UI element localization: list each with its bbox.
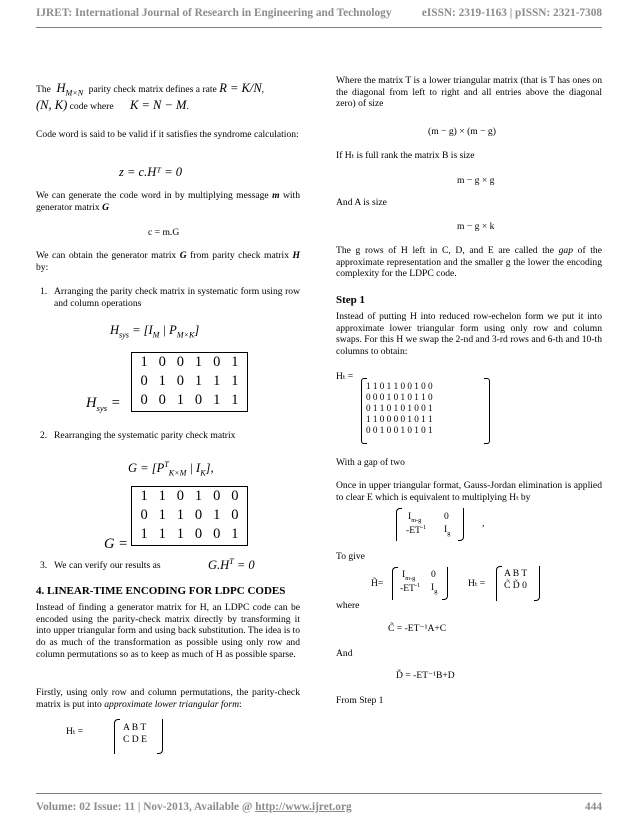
mult-r2c1: $-ET^{-1}$ [406, 524, 427, 537]
header-rule [36, 27, 602, 28]
dtilde-equation: D̃ = -ET⁻¹B+D [396, 670, 455, 681]
hsys-matrix-cell: 0 [176, 353, 185, 370]
ht-row-1: A B T [123, 722, 147, 733]
g-matrix-cell: 1 [213, 506, 221, 523]
ht-full-bracket-right [484, 378, 490, 444]
step-1-heading: Step 1 [336, 294, 366, 306]
item-2-number: 2. [40, 430, 48, 441]
hsys-matrix [131, 352, 248, 412]
ht2-bracket-left [496, 566, 502, 601]
rate-formula: R = K/N [219, 81, 262, 95]
triangular-paragraph: Where the matrix T is a lower triangular matrix (that is T has ones on the diagonal from left to right and all entries above the diagonal zero) of size [336, 75, 602, 110]
journal-link[interactable]: http://www.ijret.org [255, 801, 352, 813]
ht-full-row: 1 1 0 1 1 0 0 1 0 0 [366, 381, 433, 391]
g-matrix-cell: 1 [158, 525, 166, 542]
generator-paragraph: We can obtain the generator matrix G from parity check matrix H by: [36, 250, 300, 273]
syndrome-equation: z = c.Hᵀ = 0 [119, 165, 183, 179]
hbar-bracket-right [442, 567, 448, 600]
g-label: G = [104, 536, 128, 552]
g-matrix-cell: 0 [213, 525, 221, 542]
to-give-text: To give [336, 551, 365, 562]
journal-issn: eISSN: 2319-1163 | pISSN: 2321-7308 [421, 7, 602, 19]
rate-paragraph-line2: (N, K) code where K = N − M. [36, 98, 189, 112]
gap-paragraph: The g rows of H left in C, D, and E are called the gap of the approximate representation and the smaller g the lower the encoding complexity for the LDPC code. [336, 245, 602, 280]
g-matrix-cell: 0 [140, 506, 148, 523]
verify-equation: $G.H^T = 0$ [208, 557, 255, 573]
g-matrix-cell: 0 [213, 487, 221, 504]
hsys-matrix-cell: 0 [140, 391, 148, 408]
mult-r1c2: 0 [444, 511, 449, 522]
ht-full-row: 0 0 0 1 0 1 0 1 1 0 [366, 392, 433, 402]
ht2-row-2: C̃ D̃ 0 [504, 580, 527, 591]
size-t: (m − g) × (m − g) [428, 126, 496, 137]
hbar-label: H̃= [371, 578, 384, 589]
hsys-matrix-cell: 0 [158, 353, 166, 370]
syndrome-paragraph: Code word is said to be valid if it satisfies the syndrome calculation: [36, 129, 299, 140]
hsys-matrix-row [135, 353, 244, 372]
g-matrix-table [135, 487, 244, 544]
section-title: 4. LINEAR-TIME ENCODING FOR LDPC CODES [36, 585, 286, 597]
hsys-matrix-cell: 0 [176, 372, 185, 389]
hsys-matrix-row [135, 372, 244, 391]
mult-r1c1: $I_{m-g}$ [408, 511, 422, 524]
g-matrix [131, 486, 248, 546]
ht-full-row: 0 0 1 0 0 1 0 1 0 1 [366, 425, 433, 435]
g-matrix-cell: 0 [194, 506, 203, 523]
g-matrix-cell: 0 [194, 525, 203, 542]
hsys-matrix-cell: 1 [231, 353, 239, 370]
g-matrix-cell: 1 [231, 525, 239, 542]
g-matrix-row [135, 525, 244, 544]
item-2-text: Rearranging the systematic parity check matrix [54, 430, 236, 441]
gauss-jordan-paragraph: Once in upper triangular format, Gauss-Jordan elimination is applied to clear E which is equivalent to multiplying Hₜ by [336, 480, 602, 503]
mult-matrix-bracket-right [458, 508, 464, 541]
hsys-matrix-cell: 1 [194, 353, 203, 370]
g-matrix-cell: 1 [158, 506, 166, 523]
hsys-matrix-cell: 0 [213, 353, 221, 370]
g-matrix-cell: 0 [176, 487, 185, 504]
gap-two-text: With a gap of two [336, 457, 405, 468]
hsys-matrix-cell: 1 [158, 372, 166, 389]
g-matrix-cell: 1 [158, 487, 166, 504]
journal-title: IJRET: International Journal of Research in Engineering and Technology [36, 7, 392, 19]
ht2-label: Hₜ = [468, 578, 486, 589]
mult-matrix-bracket-left [396, 508, 402, 541]
item-3-text: We can verify our results as [54, 560, 161, 571]
fullrank-paragraph: If Hₜ is full rank the matrix B is size [336, 150, 475, 161]
ht-bracket-right [157, 719, 163, 754]
permutation-paragraph: Firstly, using only row and column permutations, the parity-check matrix is put into approximate lower triangular form: [36, 687, 300, 710]
page-number: 444 [585, 801, 602, 813]
ht-full-row: 1 1 0 0 0 0 1 0 1 1 [366, 414, 433, 424]
footer-volume: Volume: 02 Issue: 11 | Nov-2013, Available @ http://www.ijret.org [36, 801, 352, 813]
g-matrix-cell: 0 [231, 506, 239, 523]
hsys-matrix-cell: 1 [231, 391, 239, 408]
hsys-matrix-cell: 0 [140, 372, 148, 389]
g-matrix-cell: 1 [176, 525, 185, 542]
ht2-row-1: A B T [504, 568, 528, 579]
hbar-r1c1: $I_{m-g}$ [402, 569, 416, 582]
ht-row-2: C D E [123, 734, 147, 745]
footer-rule [36, 793, 602, 794]
hbar-r1c2: 0 [431, 569, 436, 580]
asize-paragraph: And A is size [336, 197, 387, 208]
hsys-matrix-cell: 1 [213, 391, 221, 408]
hsys-matrix-cell: 1 [140, 353, 148, 370]
hsys-matrix-cell: 1 [176, 391, 185, 408]
ht-full-rows [366, 381, 433, 436]
hsys-matrix-table [135, 353, 244, 410]
item-1-text: Arranging the parity check matrix in systematic form using row and column operations [54, 286, 300, 309]
ht-full-label: Hₜ = [336, 371, 354, 382]
item-1-number: 1. [40, 286, 48, 297]
k-formula: K = N − M [130, 98, 187, 112]
g-matrix-row [135, 487, 244, 506]
g-matrix-cell: 0 [231, 487, 239, 504]
swap-paragraph: Instead of putting H into reduced row-echelon form we put it into approximate lower triangular form using only row and column swaps. For this H we swap the 2-nd and 3-rd rows and 6-th and 10-th columns to obtain: [336, 311, 602, 358]
g-matrix-cell: 1 [140, 525, 148, 542]
hbar-r2c1: $-ET^{-1}$ [400, 582, 421, 595]
g-definition: $G = [P^T_{K\times M}$ | $I_K$], [128, 460, 214, 478]
h-mxn-symbol: $H_{M\times N}$ [53, 81, 84, 98]
g-matrix-row [135, 506, 244, 525]
item-3-number: 3. [40, 560, 48, 571]
hsys-matrix-cell: 1 [213, 372, 221, 389]
hsys-matrix-cell: 1 [231, 372, 239, 389]
hsys-label: $H_{sys}$ = [86, 395, 121, 413]
g-matrix-cell: 1 [194, 487, 203, 504]
ht-label: Hₜ = [66, 726, 84, 737]
from-step-text: From Step 1 [336, 695, 384, 706]
hsys-matrix-cell: 0 [194, 391, 203, 408]
ctilde-equation: C̃ = -ET⁻¹A+C [388, 623, 447, 634]
size-a: m − g × k [457, 221, 495, 232]
size-b: m − g × g [457, 175, 495, 186]
hsys-matrix-row [135, 391, 244, 410]
ht2-bracket-right [534, 566, 540, 601]
and-text: And [336, 648, 353, 659]
hbar-r2c2: $I_g$ [431, 582, 438, 595]
rate-paragraph: The $H_{M\times N}$ parity check matrix defines a rate R = K/N, [36, 81, 265, 98]
nk-symbol: (N, K) [36, 98, 68, 112]
hsys-matrix-cell: 0 [158, 391, 166, 408]
encoding-paragraph: Instead of finding a generator matrix for H, an LDPC code can be encoded using the parity-check matrix directly by transforming it into upper triangular form and using back substitution. The idea is to do as much of the transformation as possible using only row and column permutations so as to keep as much of H as possible sparse. [36, 602, 300, 660]
hsys-definition: $H_{sys} = [I_M$ | $P_{M\times K}$] [110, 323, 200, 340]
mult-comma: , [482, 518, 485, 529]
ht-full-row: 0 1 1 0 1 0 1 0 0 1 [366, 403, 433, 413]
cmg-equation: c = m.G [148, 227, 180, 238]
ht-bracket-left [114, 719, 120, 754]
where-text: where [336, 600, 360, 611]
hsys-matrix-cell: 1 [194, 372, 203, 389]
mult-r2c2: $I_g$ [444, 524, 451, 537]
hbar-bracket-left [392, 567, 398, 600]
g-matrix-cell: 1 [176, 506, 185, 523]
codeword-paragraph: We can generate the code word in by multiplying message m with generator matrix G [36, 190, 300, 213]
g-matrix-cell: 1 [140, 487, 148, 504]
